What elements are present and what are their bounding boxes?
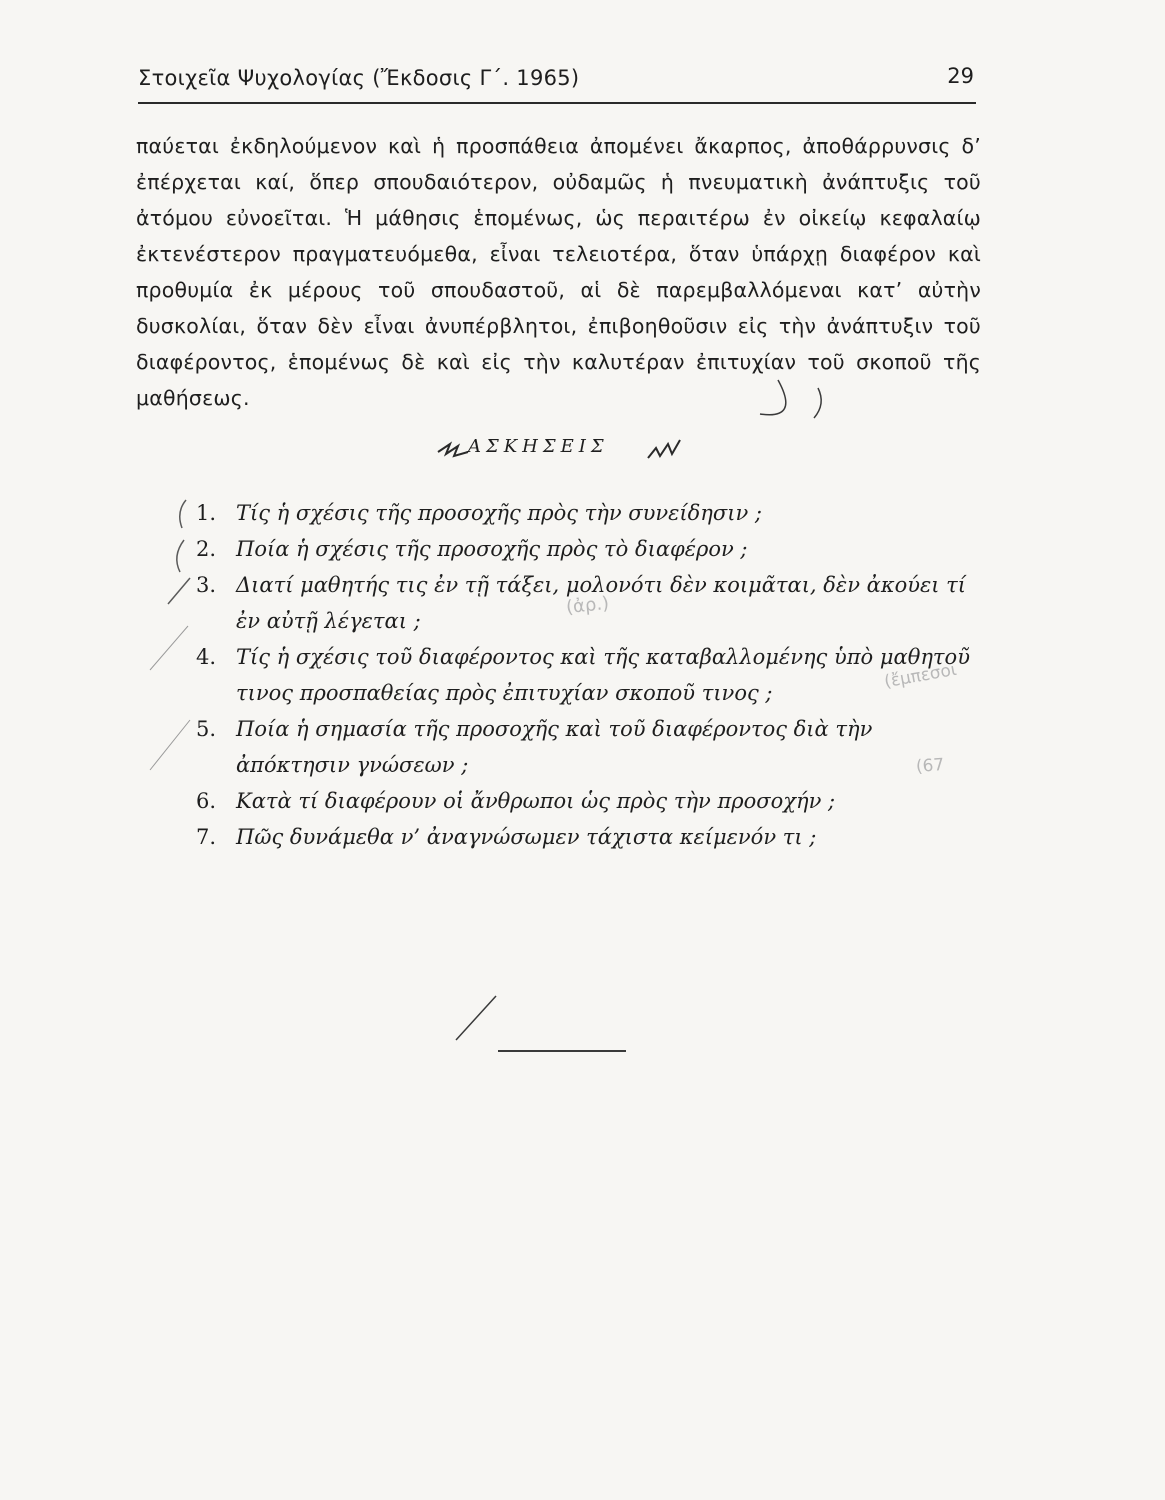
exercise-number: 7.	[196, 825, 217, 849]
exercise-number: 6.	[196, 789, 217, 813]
exercise-list	[196, 495, 986, 855]
pencil-annotation: (ἔμπεσοι	[882, 659, 959, 693]
exercise-number: 4.	[196, 645, 217, 669]
handwritten-mark-left-icon	[436, 440, 470, 462]
exercise-item	[196, 495, 986, 531]
exercise-item	[196, 639, 986, 711]
exercise-number: 5.	[196, 717, 217, 741]
exercise-item	[196, 711, 986, 783]
exercise-item	[196, 531, 986, 567]
exercise-item	[196, 819, 986, 855]
page-number: 29	[947, 64, 974, 88]
page-header	[138, 62, 976, 104]
exercise-number: 2.	[196, 537, 217, 561]
exercise-text: Ποία ἡ σημασία τῆς προσοχῆς καὶ τοῦ διαφέροντος διὰ τὴν ἀπόκτησιν γνώσεων ;	[236, 717, 873, 777]
exercise-text: Κατὰ τί διαφέρουν οἱ ἄνθρωποι ὡς πρὸς τὴν προσοχήν ;	[236, 789, 836, 813]
exercise-text: Τίς ἡ σχέσις τῆς προσοχῆς πρὸς τὴν συνείδησιν ;	[236, 501, 762, 525]
exercise-text: Πῶς δυνάμεθα ν’ ἀναγνώσωμεν τάχιστα κείμενόν τι ;	[236, 825, 817, 849]
exercise-text: Ποία ἡ σχέσις τῆς προσοχῆς πρὸς τὸ διαφέρον ;	[236, 537, 748, 561]
exercise-text: Διατί μαθητής τις ἐν τῇ τάξει, μολονότι δὲν κοιμᾶται, δὲν ἀκούει τί ἐν αὐτῇ λέγεται ;	[236, 573, 967, 633]
exercise-number: 3.	[196, 573, 217, 597]
handwritten-mark-right-icon	[646, 436, 682, 462]
exercise-text: Τίς ἡ σχέσις τοῦ διαφέροντος καὶ τῆς καταβαλλομένης ὑπὸ μαθητοῦ τινος προσπαθείας πρὸς ἐπιτυχίαν σκοποῦ τινος ;	[236, 645, 970, 705]
exercises-heading	[436, 436, 736, 466]
exercise-number: 1.	[196, 501, 217, 525]
running-title: Στοιχεῖα Ψυχολογίας (Ἔκδοσις Γ΄. 1965)	[138, 66, 580, 90]
pencil-annotation: (ἀρ.)	[565, 592, 611, 619]
end-rule	[498, 1050, 626, 1052]
body-paragraph: παύεται ἐκδηλούμενον καὶ ἡ προσπάθεια ἀπομένει ἄκαρπος, ἀποθάρρυνσις δ’ ἐπέρχεται καί, ὅπερ σπουδαιότερον, οὐδαμῶς ἡ πνευματικὴ ἀνάπτυξις τοῦ ἀτόμου εὐνοεῖται. Ἡ μάθησις ἑπομένως, ὡς περαιτέρω ἐν οἰκείῳ κεφαλαίῳ ἐκτενέστερον πραγματευόμεθα, εἶναι τελειοτέρα, ὅταν ὑπάρχῃ διαφέρον καὶ προθυμία ἐκ μέρους τοῦ σπουδαστοῦ, αἱ δὲ παρεμβαλλόμεναι κατ’ αὐτὴν δυσκολίαι, ὅταν δὲν εἶναι ἀνυπέρβλητοι, ἐπιβοηθοῦσιν εἰς τὴν ἀνάπτυξιν τοῦ διαφέροντος, ἑπομένως δὲ καὶ εἰς τὴν καλυτέραν ἐπιτυχίαν τοῦ σκοποῦ τῆς μαθήσεως.	[136, 134, 981, 410]
exercises-heading-text: ΑΣΚΗΣΕΙΣ	[468, 436, 609, 457]
exercise-item	[196, 783, 986, 819]
pencil-annotation: (67	[915, 755, 945, 777]
